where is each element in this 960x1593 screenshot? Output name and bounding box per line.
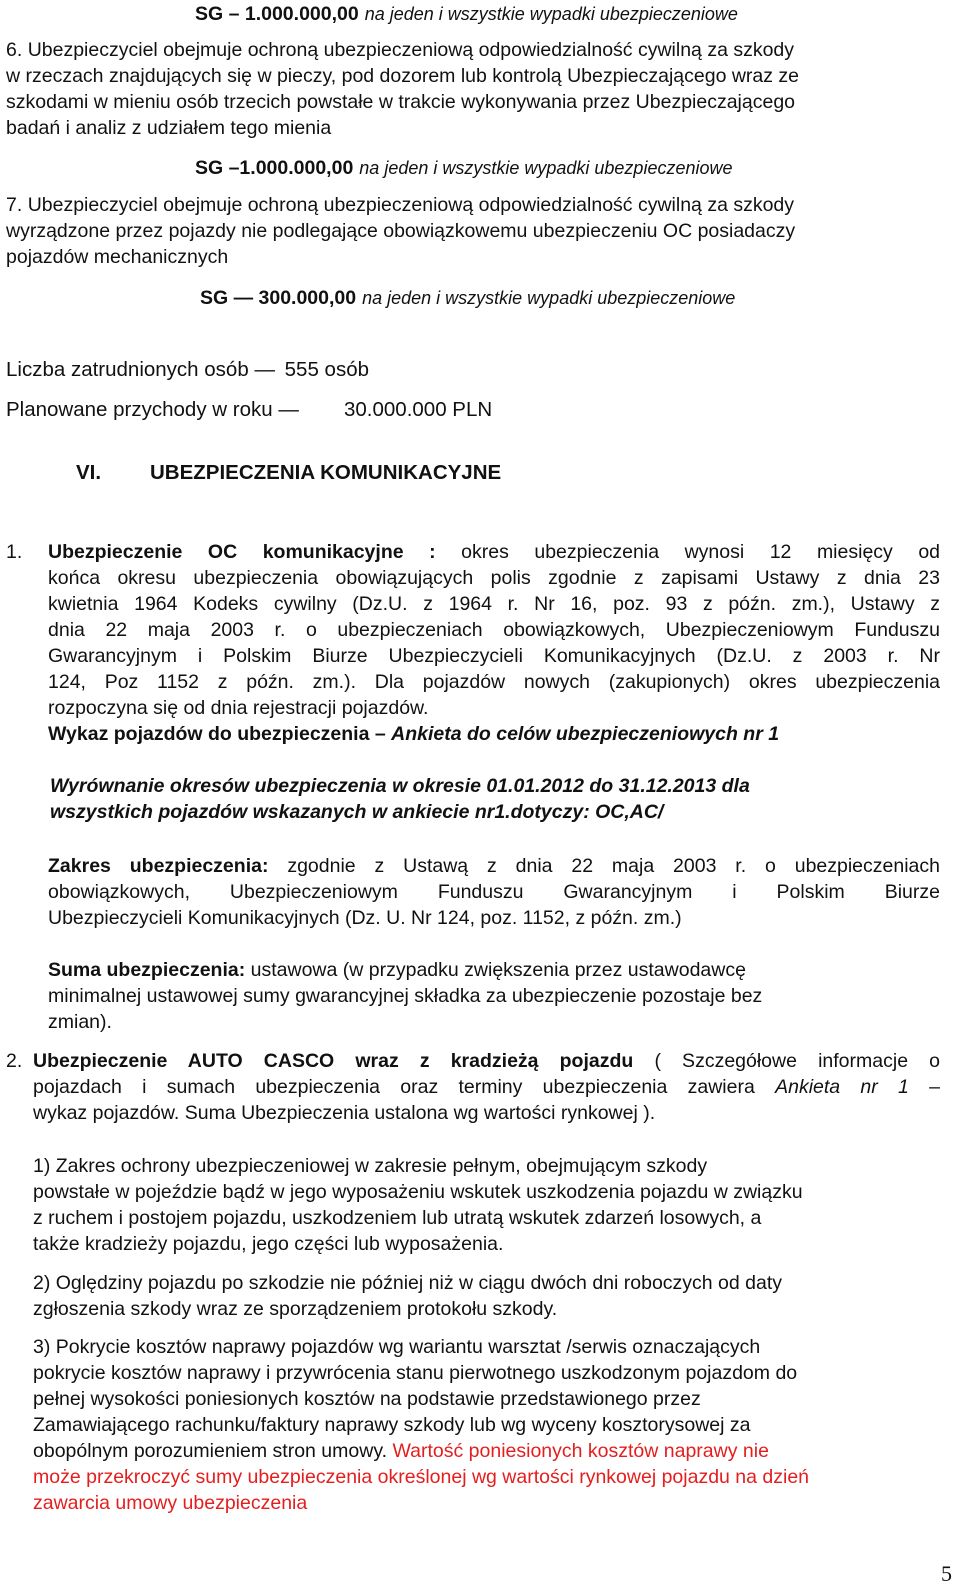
oc-heading: Ubezpieczenie OC komunikacyjne : — [48, 541, 436, 563]
sg-limit-line-top — [195, 1, 738, 27]
wyrownanie-line-1: Wyrównanie okresów ubezpieczenia w okresie 01.01.2012 do 31.12.2013 dla — [50, 775, 750, 797]
ac-point-1-line-2: powstałe w pojeździe bądź w jego wyposażeniu wskutek uszkodzenia pojazdu w związku — [33, 1181, 803, 1203]
red-warning-line-2: może przekroczyć sumy ubezpieczenia określonej wg wartości rynkowej pojazdu na dzień — [33, 1466, 810, 1488]
item-6-line-4: badań i analiz z udziałem tego mienia — [6, 117, 332, 139]
employees-value: 555 osób — [284, 358, 370, 381]
sg-amount: SG — 300.000,00 — [200, 287, 357, 309]
zakres-line-2: obowiązkowych, Ubezpieczeniowym Funduszu Gwarancyjnym i Polskim Biurze — [48, 881, 940, 903]
ankieta-reference: Ankieta nr 1 — [775, 1076, 909, 1098]
ac-point-2-line-2: zgłoszenia szkody wraz ze sporządzeniem protokołu szkody. — [33, 1298, 558, 1320]
suma-line-3: zmian). — [48, 1011, 112, 1033]
red-warning-line-3: zawarcia umowy ubezpieczenia — [33, 1492, 308, 1514]
item-6-line-3: szkodami w mieniu osób trzecich powstałe w trakcie wykonywania przez Ubezpieczającego — [6, 91, 796, 113]
zakres-line-1: Zakres ubezpieczenia: zgodnie z Ustawą z dnia 22 maja 2003 r. o ubezpieczeniach — [48, 855, 940, 877]
employees-dash: — — [254, 358, 275, 381]
sg-limit-line-7 — [200, 285, 735, 311]
ac-heading: Ubezpieczenie AUTO CASCO wraz z kradzieżą pojazdu — [33, 1050, 634, 1072]
wykaz-label: Wykaz pojazdów do ubezpieczenia – — [48, 723, 386, 745]
ac-line-1: Ubezpieczenie AUTO CASCO wraz z kradzieżą pojazdu ( Szczegółowe informacje o — [33, 1050, 941, 1072]
employees-row — [6, 357, 369, 383]
suma-line-2: minimalnej ustawowej sumy gwarancyjnej składka za ubezpieczenie pozostaje bez — [48, 985, 763, 1007]
sg-limit-line-6 — [195, 155, 733, 181]
ac-point-1-line-1: 1) Zakres ochrony ubezpieczeniowej w zakresie pełnym, obejmującym szkody — [33, 1155, 708, 1177]
wyrownanie-line-2: wszystkich pojazdów wskazanych w ankiecie nr1.dotyczy: OC,AC/ — [50, 801, 664, 823]
ankieta-reference: Ankieta do celów ubezpieczeniowych nr 1 — [391, 723, 780, 745]
revenue-value: 30.000.000 PLN — [344, 398, 493, 421]
section-title: UBEZPIECZENIA KOMUNIKACYJNE — [150, 461, 502, 484]
suma-line-1: Suma ubezpieczenia: ustawowa (w przypadku zwiększenia przez ustawodawcę — [48, 959, 746, 981]
ac-line-3: wykaz pojazdów. Suma Ubezpieczenia ustalona wg wartości rynkowej ). — [33, 1102, 656, 1124]
ac-point-1-line-4: także kradzieży pojazdu, jego części lub wyposażenia. — [33, 1233, 504, 1255]
ac-point-3-line-2: pokrycie kosztów naprawy i przywrócenia stanu pierwotnego uszkodzonym pojazdom do — [33, 1362, 798, 1384]
item-7-line-1: 7. Ubezpieczyciel obejmuje ochroną ubezpieczeniową odpowiedzialność cywilną za szkody — [6, 194, 795, 216]
item-6-line-1: 6. Ubezpieczyciel obejmuje ochroną ubezpieczeniową odpowiedzialność cywilną za szkody — [6, 39, 795, 61]
item-7-line-3: pojazdów mechanicznych — [6, 246, 229, 268]
ac-point-3-line-1: 3) Pokrycie kosztów naprawy pojazdów wg wariantu warsztat /serwis oznaczających — [33, 1336, 761, 1358]
sg-amount: SG –1.000.000,00 — [195, 157, 354, 179]
page-number: 5 — [941, 1561, 952, 1586]
oc-line-4: dnia 22 maja 2003 r. o ubezpieczeniach obowiązkowych, Ubezpieczeniowym Funduszu — [48, 619, 940, 641]
section-number: VI. — [76, 461, 102, 484]
oc-line-7: rozpoczyna się od dnia rejestracji pojazdów. — [48, 697, 429, 719]
oc-number: 1. — [6, 541, 23, 563]
suma-label: Suma ubezpieczenia: — [48, 959, 246, 981]
employees-label: Liczba zatrudnionych osób — [6, 358, 249, 381]
oc-line-1: Ubezpieczenie OC komunikacyjne : okres ubezpieczenia wynosi 12 miesięcy od — [48, 541, 941, 563]
sg-note: na jeden i wszystkie wypadki ubezpieczeniowe — [364, 4, 738, 24]
revenue-dash: — — [278, 398, 299, 421]
ac-number: 2. — [6, 1050, 23, 1072]
ac-point-3-line-5: obopólnym porozumieniem stron umowy. Wartość poniesionych kosztów naprawy nie — [33, 1440, 769, 1462]
ac-point-3-line-3: pełnej wysokości poniesionych kosztów na podstawie przedstawionego przez — [33, 1388, 701, 1410]
item-6-line-2: w rzeczach znajdujących się w pieczy, pod dozorem lub kontrolą Ubezpieczającego wraz ze — [6, 65, 800, 87]
oc-line-2: końca okresu ubezpieczenia obowiązujących polis zgodnie z zapisami Ustawy z dnia 23 — [48, 567, 940, 589]
ac-line-2: pojazdach i sumach ubezpieczenia oraz terminy ubezpieczenia zawiera Ankieta nr 1 – — [33, 1076, 941, 1098]
item-7-line-2: wyrządzone przez pojazdy nie podlegające obowiązkowemu ubezpieczeniu OC posiadaczy — [6, 220, 796, 242]
oc-line-6: 124, Poz 1152 z późn. zm.). Dla pojazdów nowych (zakupionych) okres ubezpieczenia — [48, 671, 940, 693]
ac-point-3-line-4: Zamawiającego rachunku/faktury naprawy szkody lub wg wyceny kosztorysowej za — [33, 1414, 751, 1436]
ac-point-2-line-1: 2) Oględziny pojazdu po szkodzie nie później niż w ciągu dwóch dni roboczych od daty — [33, 1272, 783, 1294]
ac-point-1-line-3: z ruchem i postojem pojazdu, uszkodzeniem lub utratą wskutek zdarzeń losowych, a — [33, 1207, 762, 1229]
oc-line-3: kwietnia 1964 Kodeks cywilny (Dz.U. z 1964 r. Nr 16, poz. 93 z późn. zm.), Ustawy z — [48, 593, 940, 615]
revenue-row — [6, 397, 299, 423]
sg-amount: SG – 1.000.000,00 — [195, 3, 359, 25]
wykaz-line — [48, 721, 779, 747]
sg-note: na jeden i wszystkie wypadki ubezpieczeniowe — [362, 288, 736, 308]
zakres-label: Zakres ubezpieczenia: — [48, 855, 269, 877]
oc-line-5: Gwarancyjnym i Polskim Biurze Ubezpieczycieli Komunikacyjnych (Dz.U. z 2003 r. Nr — [48, 645, 940, 667]
revenue-label: Planowane przychody w roku — [6, 398, 273, 421]
red-warning-start: Wartość poniesionych kosztów naprawy nie — [392, 1440, 769, 1462]
sg-note: na jeden i wszystkie wypadki ubezpieczeniowe — [359, 158, 733, 178]
zakres-line-3: Ubezpieczycieli Komunikacyjnych (Dz. U. Nr 124, poz. 1152, z późn. zm.) — [48, 907, 682, 929]
